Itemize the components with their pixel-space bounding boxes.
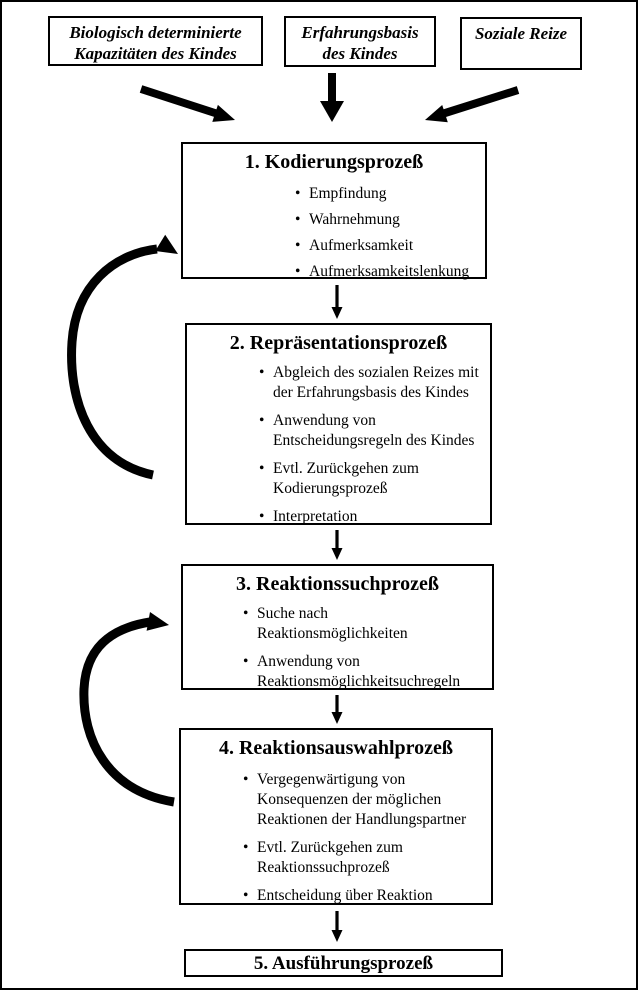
list-item: [259, 363, 490, 403]
arrow-input-left: [141, 89, 235, 122]
bullet-icon: •: [295, 185, 301, 202]
list-item-text: Anwendung von Reaktionsmöglichkeitsuchregeln: [257, 653, 461, 690]
arrow-loop-2-to-1: [72, 235, 178, 475]
process-box-4-reaktionsauswahlprozess: [179, 728, 493, 905]
bullet-icon: •: [243, 653, 249, 670]
bullet-icon: •: [259, 508, 265, 525]
list-item: [243, 652, 492, 692]
bullet-icon: •: [243, 887, 249, 904]
list-item-text: Vergegenwärtigung von Konsequenzen der möglichen Reaktionen der Handlungspartner: [257, 771, 467, 828]
input-box-label-line1: Biologisch determinierte: [69, 23, 242, 42]
process-box-title: 5. Ausführungsprozeß: [253, 953, 434, 974]
list-item-text: Anwendung von Entscheidungsregeln des Kindes: [273, 412, 475, 449]
bullet-icon: •: [259, 364, 265, 381]
list-item: [295, 210, 485, 230]
bullet-icon: •: [259, 460, 265, 477]
arrow-flow-1-2: [332, 285, 343, 319]
bullet-list: [243, 770, 491, 906]
process-box-3-reaktionssuchprozess: [181, 564, 494, 690]
bullet-icon: •: [243, 771, 249, 788]
list-item-text: Evtl. Zurückgehen zum Kodierungsprozeß: [273, 460, 419, 497]
list-item: [243, 838, 491, 878]
process-box-title: 4. Reaktionsauswahlprozeß: [218, 737, 454, 759]
list-item: [243, 770, 491, 830]
bullet-icon: •: [259, 412, 265, 429]
list-item: [243, 886, 491, 906]
bullet-icon: •: [295, 263, 301, 280]
arrow-flow-2-3: [332, 530, 343, 560]
bullet-list: [243, 604, 492, 692]
list-item: [259, 459, 490, 499]
list-item: [259, 507, 490, 527]
list-item-text: Aufmerksamkeit: [309, 237, 414, 254]
list-item: [243, 604, 492, 644]
list-item-text: Abgleich des sozialen Reizes mit der Erfahrungsbasis des Kindes: [273, 364, 479, 401]
list-item: [295, 184, 485, 204]
process-box-title: 1. Kodierungsprozeß: [244, 151, 424, 173]
input-box-label-line1: Soziale Reize: [474, 24, 568, 43]
list-item-text: Interpretation: [273, 508, 358, 525]
arrow-input-middle: [320, 73, 344, 122]
bullet-icon: •: [243, 605, 249, 622]
arrow-flow-4-5: [332, 911, 343, 942]
arrow-flow-3-4: [332, 695, 343, 724]
list-item: [259, 411, 490, 451]
input-box-biological-capacities: [48, 16, 263, 66]
process-box-title: 2. Repräsentationsprozeß: [229, 332, 448, 354]
bullet-icon: •: [295, 237, 301, 254]
process-box-title: 3. Reaktionssuchprozeß: [236, 573, 439, 595]
list-item: [295, 236, 485, 256]
process-box-5-ausfuehrungsprozess: [184, 949, 503, 977]
bullet-icon: •: [243, 839, 249, 856]
input-box-label-line2: Kapazitäten des Kindes: [74, 44, 237, 63]
arrow-loop-4-to-3: [84, 612, 174, 802]
bullet-icon: •: [295, 211, 301, 228]
input-box-experience-base: [284, 16, 436, 67]
list-item: [295, 262, 485, 282]
process-box-2-repraesentationsprozess: [185, 323, 492, 525]
list-item-text: Entscheidung über Reaktion: [257, 887, 433, 904]
input-box-social-stimuli: [460, 17, 582, 70]
bullet-list: [259, 363, 490, 527]
bullet-list: [295, 184, 485, 282]
input-box-label-line1: Erfahrungsbasis: [301, 23, 419, 42]
list-item-text: Wahrnehmung: [309, 211, 400, 228]
process-box-1-kodierungsprozess: [181, 142, 487, 279]
list-item-text: Suche nach Reaktionsmöglichkeiten: [257, 605, 408, 642]
input-box-label-line2: des Kindes: [322, 44, 398, 63]
list-item-text: Aufmerksamkeitslenkung: [309, 263, 470, 280]
list-item-text: Evtl. Zurückgehen zum Reaktionssuchprozeß: [257, 839, 403, 876]
list-item-text: Empfindung: [309, 185, 387, 202]
arrow-input-right: [425, 90, 518, 122]
